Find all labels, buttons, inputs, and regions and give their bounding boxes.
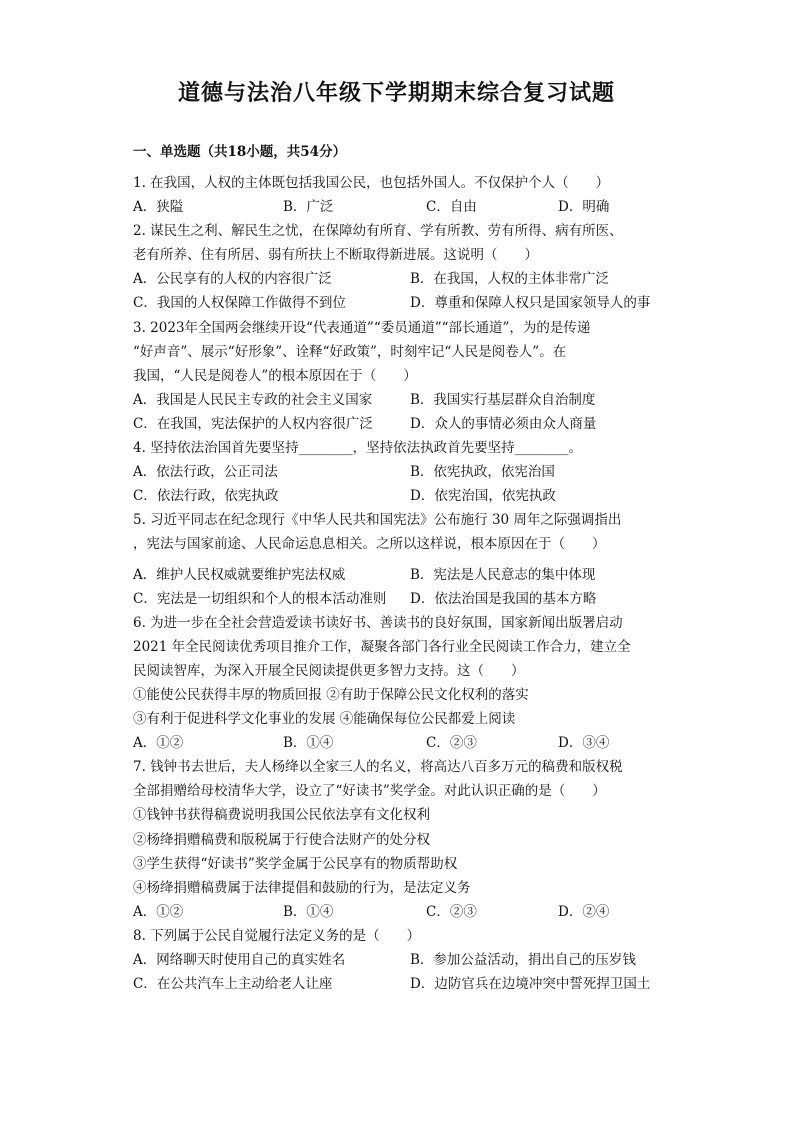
option-c: C．②③ <box>426 903 477 920</box>
option-b: B．宪法是人民意志的集中体现 <box>410 566 596 583</box>
option-d: D．众人的事情必须由众人商量 <box>410 415 597 432</box>
option-b: B．广泛 <box>283 199 334 216</box>
question-7-item: ④杨绛捐赠稿费属于法律提倡和鼓励的行为，是法定义务 <box>133 879 471 896</box>
question-7-item: ①钱钟书获得稿费说明我国公民依法享有文化权利 <box>133 807 430 824</box>
question-3-stem: “好声音”、展示“好形象”、诠释“好政策”，时刻牢记“人民是阅卷人”。在 <box>133 343 567 360</box>
option-a: A．①② <box>133 735 184 752</box>
question-6-options <box>133 731 673 755</box>
option-d: D．依宪治国，依宪执政 <box>410 488 556 505</box>
option-b: B．我国实行基层群众自治制度 <box>410 391 596 408</box>
question-5-options <box>133 563 673 587</box>
question-4-stem: 4. 坚持依法治国首先要坚持________，坚持依法执政首先要坚持________。 <box>133 440 583 457</box>
option-b: B．①④ <box>283 903 334 920</box>
question-3-stem: 我国，“人民是阅卷人”的根本原因在于（ ） <box>133 367 417 384</box>
option-b: B．参加公益活动，捐出自己的压岁钱 <box>410 952 636 968</box>
question-7-stem: 全部捐赠给母校清华大学，设立了“好读书”奖学金。对此认识正确的是（ ） <box>133 783 606 800</box>
question-2-stem: 老有所养、住有所居、弱有所扶上不断取得新进展。这说明（ ） <box>133 247 538 264</box>
option-a: A．依法行政，公正司法 <box>133 464 278 481</box>
question-list <box>133 171 673 996</box>
option-d: D．尊重和保障人权只是国家领导人的事 <box>410 295 651 312</box>
section-heading: 一、单选题（共18小题，共54分） <box>133 144 347 160</box>
option-a: A．①② <box>133 903 184 920</box>
option-c: C．依法行政，依宪执政 <box>133 488 279 505</box>
option-d: D．明确 <box>558 199 610 216</box>
option-c: C．宪法是一切组织和个人的根本活动准则 <box>133 590 387 607</box>
page-title: 道德与法治八年级下学期期末综合复习试题 <box>177 80 615 106</box>
option-d: D．③④ <box>558 735 610 752</box>
question-7-stem: 7. 钱钟书去世后，夫人杨绛以全家三人的名义，将高达八百多万元的稿费和版权税 <box>133 759 623 776</box>
question-6-item: ①能使公民获得丰厚的物质回报 ②有助于保障公民文化权利的落实 <box>133 686 529 703</box>
question-2-options <box>133 267 673 291</box>
question-8-options <box>133 948 673 972</box>
option-b: B．在我国，人权的主体非常广泛 <box>410 271 609 288</box>
option-a: A．网络聊天时使用自己的真实姓名 <box>133 952 346 968</box>
question-7-options <box>133 900 673 924</box>
option-a: A．狭隘 <box>133 199 184 216</box>
question-1-stem: 1. 在我国，人权的主体既包括我国公民，也包括外国人。不仅保护个人（ ） <box>133 175 610 191</box>
question-2-stem: 2. 谋民生之利、解民生之忧，在保障幼有所育、学有所教、劳有所得、病有所医、 <box>133 223 623 240</box>
question-6-stem: 民阅读智库，为深入开展全民阅读提供更多智力支持。这（ ） <box>133 662 525 679</box>
question-6-item: ③有利于促进科学文化事业的发展 ④能确保每位公民都爱上阅读 <box>133 711 516 728</box>
option-a: A．我国是人民民主专政的社会主义国家 <box>133 391 373 408</box>
question-3-options <box>133 388 673 412</box>
option-c: C．自由 <box>426 199 477 216</box>
option-d: D．依法治国是我国的基本方略 <box>410 590 597 607</box>
question-5-stem: ，宪法与国家前途、人民命运息息相关。之所以这样说，根本原因在于（ ） <box>133 536 606 553</box>
option-c: C．②③ <box>426 735 477 752</box>
option-d: D．边防官兵在边境冲突中誓死捍卫国土 <box>410 976 651 993</box>
option-d: D．②④ <box>558 903 610 920</box>
option-c: C．在我国，宪法保护的人权内容很广泛 <box>133 415 373 432</box>
option-c: C．我国的人权保障工作做得不到位 <box>133 295 346 312</box>
question-6-stem: 6. 为进一步在全社会营造爱读书读好书、善读书的良好氛围，国家新闻出版署启动 <box>133 614 623 631</box>
option-c: C．在公共汽车上主动给老人让座 <box>133 976 333 993</box>
question-5-options <box>133 587 673 611</box>
option-a: A．维护人民权威就要维护宪法权威 <box>133 566 346 583</box>
question-3-stem: 3. 2023年全国两会继续开设“代表通道”“委员通道”“部长通道”，为的是传递 <box>133 319 591 336</box>
question-1-options <box>133 195 673 219</box>
question-3-options <box>133 412 673 436</box>
question-8-stem: 8. 下列属于公民自觉履行法定义务的是（ ） <box>133 927 421 944</box>
question-4-options <box>133 460 673 484</box>
question-7-item: ②杨绛捐赠稿费和版税属于行使合法财产的处分权 <box>133 831 430 848</box>
question-8-options <box>133 972 673 996</box>
question-6-stem: 2021 年全民阅读优秀项目推介工作，凝聚各部门各行业全民阅读工作合力，建立全 <box>133 638 631 655</box>
option-a: A．公民享有的人权的内容很广泛 <box>133 271 332 288</box>
question-4-options <box>133 484 673 508</box>
question-2-options <box>133 291 673 315</box>
option-b: B．①④ <box>283 735 334 752</box>
option-b: B．依宪执政，依宪治国 <box>410 464 555 481</box>
question-5-stem: 5. 习近平同志在纪念现行《中华人民共和国宪法》公布施行 30 周年之际强调指出 <box>133 512 622 529</box>
question-7-item: ③学生获得“好读书”奖学金属于公民享有的物质帮助权 <box>133 855 458 872</box>
